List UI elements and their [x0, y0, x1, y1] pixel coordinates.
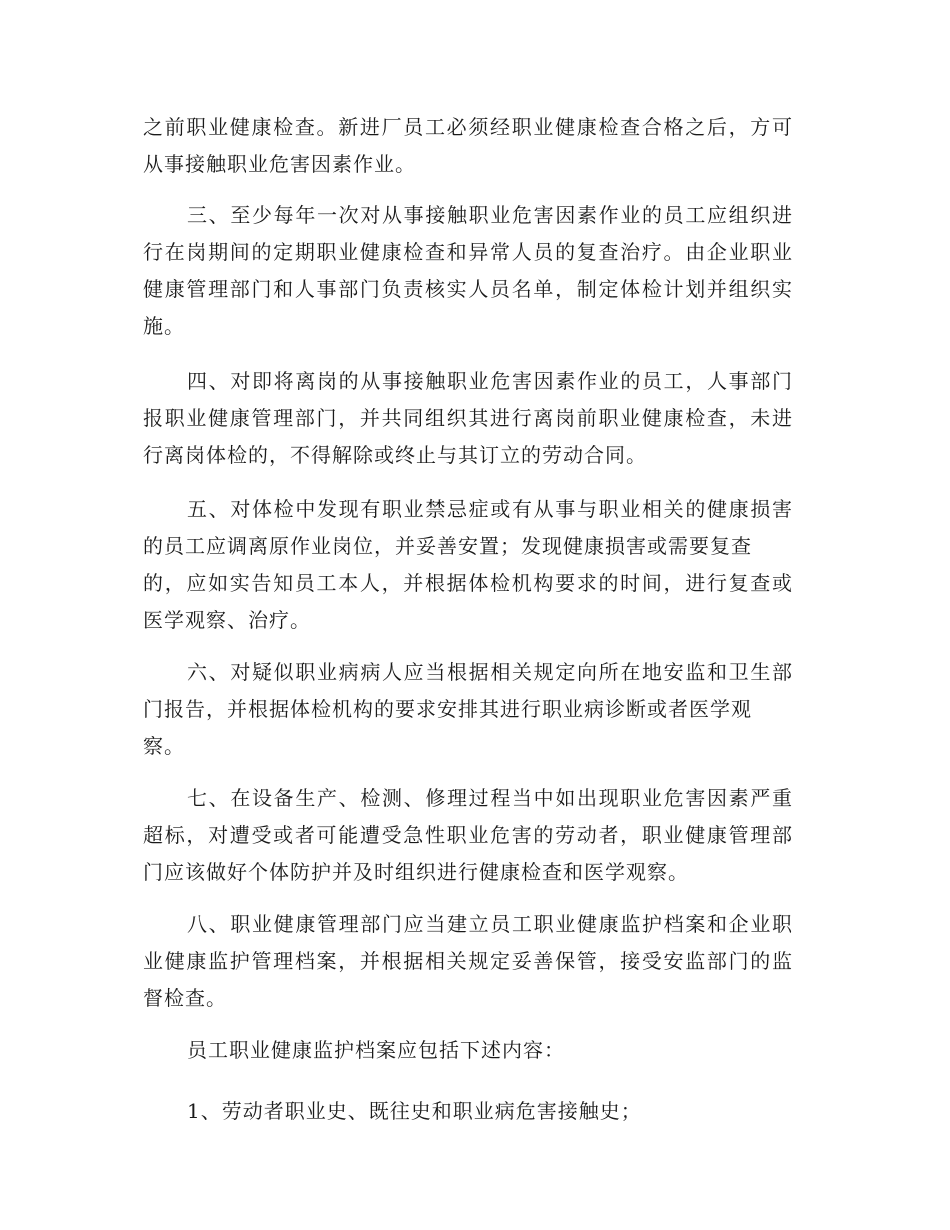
text-line: 健康管理部门和人事部门负责核实人员名单，制定体检计划并组织实 — [143, 277, 793, 301]
text-line: 三、至少每年一次对从事接触职业危害因素作业的员工应组织进 — [187, 203, 793, 227]
paragraph-item-5 — [143, 491, 793, 639]
paragraph-item-3 — [143, 197, 793, 345]
paragraph-list-item-1 — [143, 1093, 793, 1130]
text-line: 门应该做好个体防护并及时组织进行健康检查和医学观察。 — [143, 860, 689, 884]
paragraph-continuation — [143, 109, 793, 183]
text-line: 八、职业健康管理部门应当建立员工职业健康监护档案和企业职 — [187, 912, 793, 936]
text-line: 察。 — [143, 734, 185, 758]
paragraph-item-4 — [143, 363, 793, 474]
text-line: 施。 — [143, 314, 185, 338]
paragraph-item-8 — [143, 906, 793, 1017]
text-line: 员工职业健康监护档案应包括下述内容： — [187, 1038, 565, 1062]
text-line: 六、对疑似职业病病人应当根据相关规定向所在地安监和卫生部 — [187, 660, 793, 684]
text-line: 的员工应调离原作业岗位，并妥善安置；发现健康损害或需要复查 — [143, 534, 752, 558]
text-line: 1、劳动者职业史、既往史和职业病危害接触史； — [187, 1099, 642, 1123]
paragraph-archive-intro — [143, 1032, 793, 1069]
text-line: 行在岗期间的定期职业健康检查和异常人员的复查治疗。由企业职业 — [143, 240, 793, 264]
text-line: 四、对即将离岗的从事接触职业危害因素作业的员工，人事部门 — [187, 369, 793, 393]
text-line: 的，应如实告知员工本人，并根据体检机构要求的时间，进行复查或 — [143, 571, 793, 595]
text-line: 报职业健康管理部门，并共同组织其进行离岗前职业健康检查，未进 — [143, 406, 793, 430]
text-line: 督检查。 — [143, 986, 227, 1010]
text-line: 超标，对遭受或者可能遭受急性职业危害的劳动者，职业健康管理部 — [143, 823, 793, 847]
paragraph-item-6 — [143, 654, 793, 765]
text-line: 七、在设备生产、检测、修理过程当中如出现职业危害因素严重 — [187, 786, 793, 810]
text-line: 门报告，并根据体检机构的要求安排其进行职业病诊断或者医学观 — [143, 697, 752, 721]
text-line: 业健康监护管理档案，并根据相关规定妥善保管，接受安监部门的监 — [143, 949, 793, 973]
paragraph-item-7 — [143, 780, 793, 891]
text-line: 从事接触职业危害因素作业。 — [143, 152, 416, 176]
text-line: 五、对体检中发现有职业禁忌症或有从事与职业相关的健康损害 — [187, 497, 793, 521]
text-line: 医学观察、治疗。 — [143, 608, 311, 632]
text-line: 行离岗体检的，不得解除或终止与其订立的劳动合同。 — [143, 443, 647, 467]
text-line: 之前职业健康检查。新进厂员工必须经职业健康检查合格之后，方可 — [143, 115, 793, 139]
